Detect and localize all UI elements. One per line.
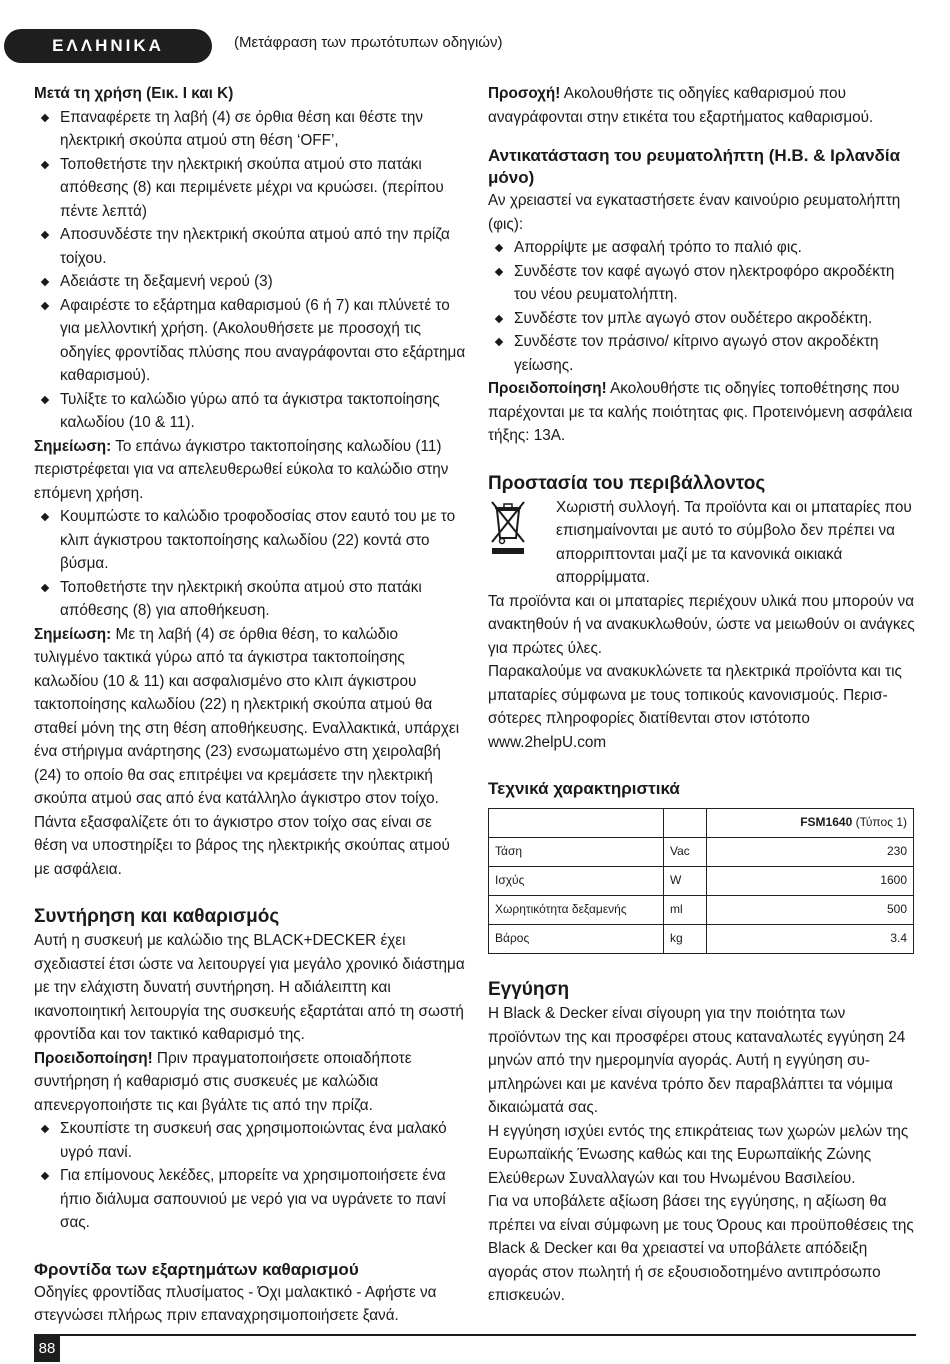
list-item: Απορρίψτε με ασφαλή τρόπο το παλιό φις. <box>488 236 918 260</box>
spec-label: Χωρητικότητα δεξαμενής <box>489 896 664 925</box>
warranty-heading: Εγγύηση <box>488 979 570 1000</box>
note-paragraph <box>34 435 466 506</box>
note-label: Σημείωση: <box>34 437 112 455</box>
list-item: Για επίμονους λεκέδες, μπορείτε να χρησιμοποιήσετε ένα ήπιο διάλυμα σαπουνιού με νερό για να υγράνετε το πανί σας. <box>34 1164 466 1235</box>
page-number: 88 <box>34 1334 60 1362</box>
warranty-paragraph: Η Black & Decker είναι σίγουρη για την ποιότητα των προϊόντων της και προσφέρει στους καταναλωτές εγγύηση 24 μηνών από την ημερομηνία αγοράς. Αυτή η εγγύηση συ-μπληρώνει και με κανένα τρόπο δεν παραβλάπτει τα νόμιμα δικαιώματά σας. <box>488 1005 906 1116</box>
spec-value: 230 <box>707 838 914 867</box>
list-item: Τοποθετήστε την ηλεκτρική σκούπα ατμού στο πατάκι απόθεσης (8) για αποθήκευση. <box>34 576 466 623</box>
spec-unit: W <box>664 867 707 896</box>
care-heading: Φροντίδα των εξαρτημάτων καθαρισμού <box>34 1259 359 1279</box>
note-label: Σημείωση: <box>34 625 112 643</box>
environment-heading: Προστασία του περιβάλλοντος <box>488 472 766 494</box>
maintenance-list <box>34 1117 466 1235</box>
storage-list <box>34 505 466 623</box>
caution-text: Ακολουθήστε τις οδηγίες καθαρισμού που αναγράφονται στην ετικέτα του εξαρτήματος καθαρισμού. <box>488 85 874 126</box>
left-column <box>34 82 466 1328</box>
spec-unit: ml <box>664 896 707 925</box>
maintenance-paragraph: Αυτή η συσκευή με καλώδιο της BLACK+DECKER έχει σχεδιαστεί έτσι ώστε να λειτουργεί για μεγάλο χρονικό διάστημα με την ελάχιστη δυνατή συντήρηση. Η αδιάλειπτη και ικανοποιητική λειτουργία της συσκευής εξαρτάται από τη σωστή φροντίδα και τον τακτικό καθαρισμό της. <box>34 932 465 1043</box>
after-use-heading: Μετά τη χρήση (Εικ. I και K) <box>34 85 234 102</box>
table-row <box>489 925 914 954</box>
table-row <box>489 867 914 896</box>
footer-rule <box>34 1334 916 1336</box>
model-cell <box>707 809 914 838</box>
list-item: Συνδέστε τον πράσινο/ κίτρινο αγωγό στον ακροδέκτη γείωσης. <box>488 330 918 377</box>
table-row <box>489 809 914 838</box>
warranty-paragraph: Για να υποβάλετε αξίωση βάσει της εγγύησης, η αξίωση θα πρέπει να είναι σύμφωνη με τους Όρους και προϋποθέσεις της Black & Decker και θα χρειαστεί να υποβάλετε απόδειξη αγοράς στον πωλητή ή σε εξουσιοδοτημένο αντιπρόσωπο επισκευών. <box>488 1193 914 1304</box>
environment-paragraph: Τα προϊόντα και οι μπαταρίες περιέχουν υλικά που μπορούν να ανακτηθούν ή να ανακυκλωθούν, ώστε να μειωθούν οι ανάγκες για πρώτες ύλες. <box>488 592 915 657</box>
translation-note: (Μετάφραση των πρωτότυπων οδηγιών) <box>234 34 503 51</box>
table-row <box>489 838 914 867</box>
spec-value: 500 <box>707 896 914 925</box>
note-text: Με τη λαβή (4) σε όρθια θέση, το καλώδιο τυλιγμένο τακτικά γύρω από τα άγκιστρα τακτοποίησης καλωδίου (10 & 11) και ασφαλισμένο στο κλιπ άγκιστρου τακτοποίησης καλωδίου (22) η ηλεκτρική σκούπα ατμού θα σταθεί μόνη της στη θέση αποθήκευσης. Εναλλακτικά, υπάρχει ένα στήριγμα ανάρτησης (23) ενσωματωμένο στη χειρολαβή (24) το οποίο θα σας επιτρέψει να κρεμάσετε την ηλεκτρική σκούπα ατμού σας από ένα κατάλληλο άγκιστρο στον τοίχο. Πάντα εξασφαλίζετε ότι το άγκιστρο στον τοίχο σας είναι σε θέση να υποστηρίξει το βάρος της ηλεκτρικής σκούπας ατμού με ασφάλεια. <box>34 625 460 878</box>
specs-heading: Τεχνικά χαρακτηριστικά <box>488 779 680 798</box>
warning-text: Ακολουθήστε τις οδηγίες τοποθέτησης που παρέχονται με τα καλής ποιότητας φις. Προτεινόμενη ασφάλεια τήξης: 13A. <box>488 380 913 444</box>
spec-label: Ισχύς <box>489 867 664 896</box>
model-name: FSM1640 <box>800 815 853 830</box>
warning-label: Προειδοποίηση! <box>34 1049 153 1067</box>
note-text: Το επάνω άγκιστρο τακτοποίησης καλωδίου (11) περιστρέφεται για να απελευθερωθεί εύκολα το καλώδιο στην επόμενη χρήση. <box>34 437 449 502</box>
plug-intro: Αν χρειαστεί να εγκαταστήσετε έναν καινούριο ρευματολήπτη (φις): <box>488 192 901 233</box>
list-item: Τυλίξτε το καλώδιο γύρω από τα άγκιστρα τακτοποίησης καλωδίου (10 & 11). <box>34 388 466 435</box>
environment-text: Χωριστή συλλογή. Τα προϊόντα και οι μπαταρίες που επισημαίνονται με αυτό το σύμβολο δεν πρέπει να απορριπτονται μαζί με τα κανονικά οικιακά απορρίμματα. <box>556 498 912 586</box>
note-paragraph <box>34 623 466 882</box>
list-item: Συνδέστε τον καφέ αγωγό στον ηλεκτροφόρο ακροδέκτη του νέου ρευματολήπτη. <box>488 260 918 307</box>
warning-text: Πριν πραγματοποιήσετε οποιαδήποτε συντήρηση ή καθαρισμό στις συσκευές με καλώδια απενεργοποιήστε τις και βγάλτε τις από την πρίζα. <box>34 1049 412 1114</box>
list-item: Αποσυνδέστε την ηλεκτρική σκούπα ατμού από την πρίζα τοίχου. <box>34 223 466 270</box>
after-use-list <box>34 106 466 435</box>
right-column <box>488 82 918 1308</box>
list-item: Αδειάστε τη δεξαμενή νερού (3) <box>34 270 466 294</box>
list-item: Κουμπώστε το καλώδιο τροφοδοσίας στον εαυτό του με το κλιπ άγκιστρου τακτοποίησης καλωδίου (22) κοντά στο βύσμα. <box>34 505 466 576</box>
model-type: (Τύπος 1) <box>852 815 907 830</box>
spec-value: 3.4 <box>707 925 914 954</box>
spec-label: Βάρος <box>489 925 664 954</box>
spec-unit: kg <box>664 925 707 954</box>
warning-paragraph <box>34 1047 466 1118</box>
warranty-paragraph: Η εγγύηση ισχύει εντός της επικράτειας των χωρών μελών της Ευρωπαϊκής Ένωσης καθώς και της Ευρωπαϊκής Ζώνης Ελεύθερων Συναλλαγών και του Ηνωμένου Βασιλείου. <box>488 1122 909 1187</box>
caution-label: Προσοχή! <box>488 85 561 102</box>
crossed-out-wheeled-bin-icon <box>488 498 528 556</box>
list-item: Επαναφέρετε τη λαβή (4) σε όρθια θέση και θέστε την ηλεκτρική σκούπα ατμού στη θέση ‘OFF’, <box>34 106 466 153</box>
caution-paragraph <box>488 82 918 129</box>
list-item: Σκουπίστε τη συσκευή σας χρησιμοποιώντας ένα μαλακό υγρό πανί. <box>34 1117 466 1164</box>
list-item: Αφαιρέστε το εξάρτημα καθαρισμού (6 ή 7) και πλύνετέ το για μελλοντική χρήση. (Ακολουθήσετε με προσοχή τις οδηγίες φροντίδας πλύσης που αναγράφονται στο εξάρτημα καθαρισμού). <box>34 294 466 388</box>
spec-unit: Vac <box>664 838 707 867</box>
list-item: Τοποθετήστε την ηλεκτρική σκούπα ατμού στο πατάκι απόθεσης (8) και περιμένετε μέχρι να κρυώσει. (περίπου πέντε λεπτά) <box>34 153 466 224</box>
specs-table <box>488 808 914 954</box>
spec-label: Τάση <box>489 838 664 867</box>
spec-value: 1600 <box>707 867 914 896</box>
table-row <box>489 896 914 925</box>
environment-block <box>488 496 918 590</box>
language-badge: ΕΛΛΗΝΙΚΑ <box>4 29 212 63</box>
care-paragraph: Οδηγίες φροντίδας πλυσίματος - Όχι μαλακτικό - Αφήστε να στεγνώσει πλήρως πριν επαναχρησιμοποιήσετε ξανά. <box>34 1283 437 1324</box>
environment-paragraph: Παρακαλούμε να ανακυκλώνετε τα ηλεκτρικά προϊόντα και τις μπαταρίες σύμφωνα με τους τοπικούς κανονισμούς. Περισ-σότερες πληροφορίες διατίθενται στον ιστότοπο www.2helpU.com <box>488 663 902 751</box>
plug-heading: Αντικατάσταση του ρευματολήπτη (Η.Β. & Ιρλανδία μόνο) <box>488 146 901 187</box>
list-item: Συνδέστε τον μπλε αγωγό στον ουδέτερο ακροδέκτη. <box>488 307 918 331</box>
plug-list <box>488 236 918 377</box>
maintenance-heading: Συντήρηση και καθαρισμός <box>34 906 280 927</box>
plug-warning <box>488 377 918 448</box>
warning-label: Προειδοποίηση! <box>488 380 607 397</box>
